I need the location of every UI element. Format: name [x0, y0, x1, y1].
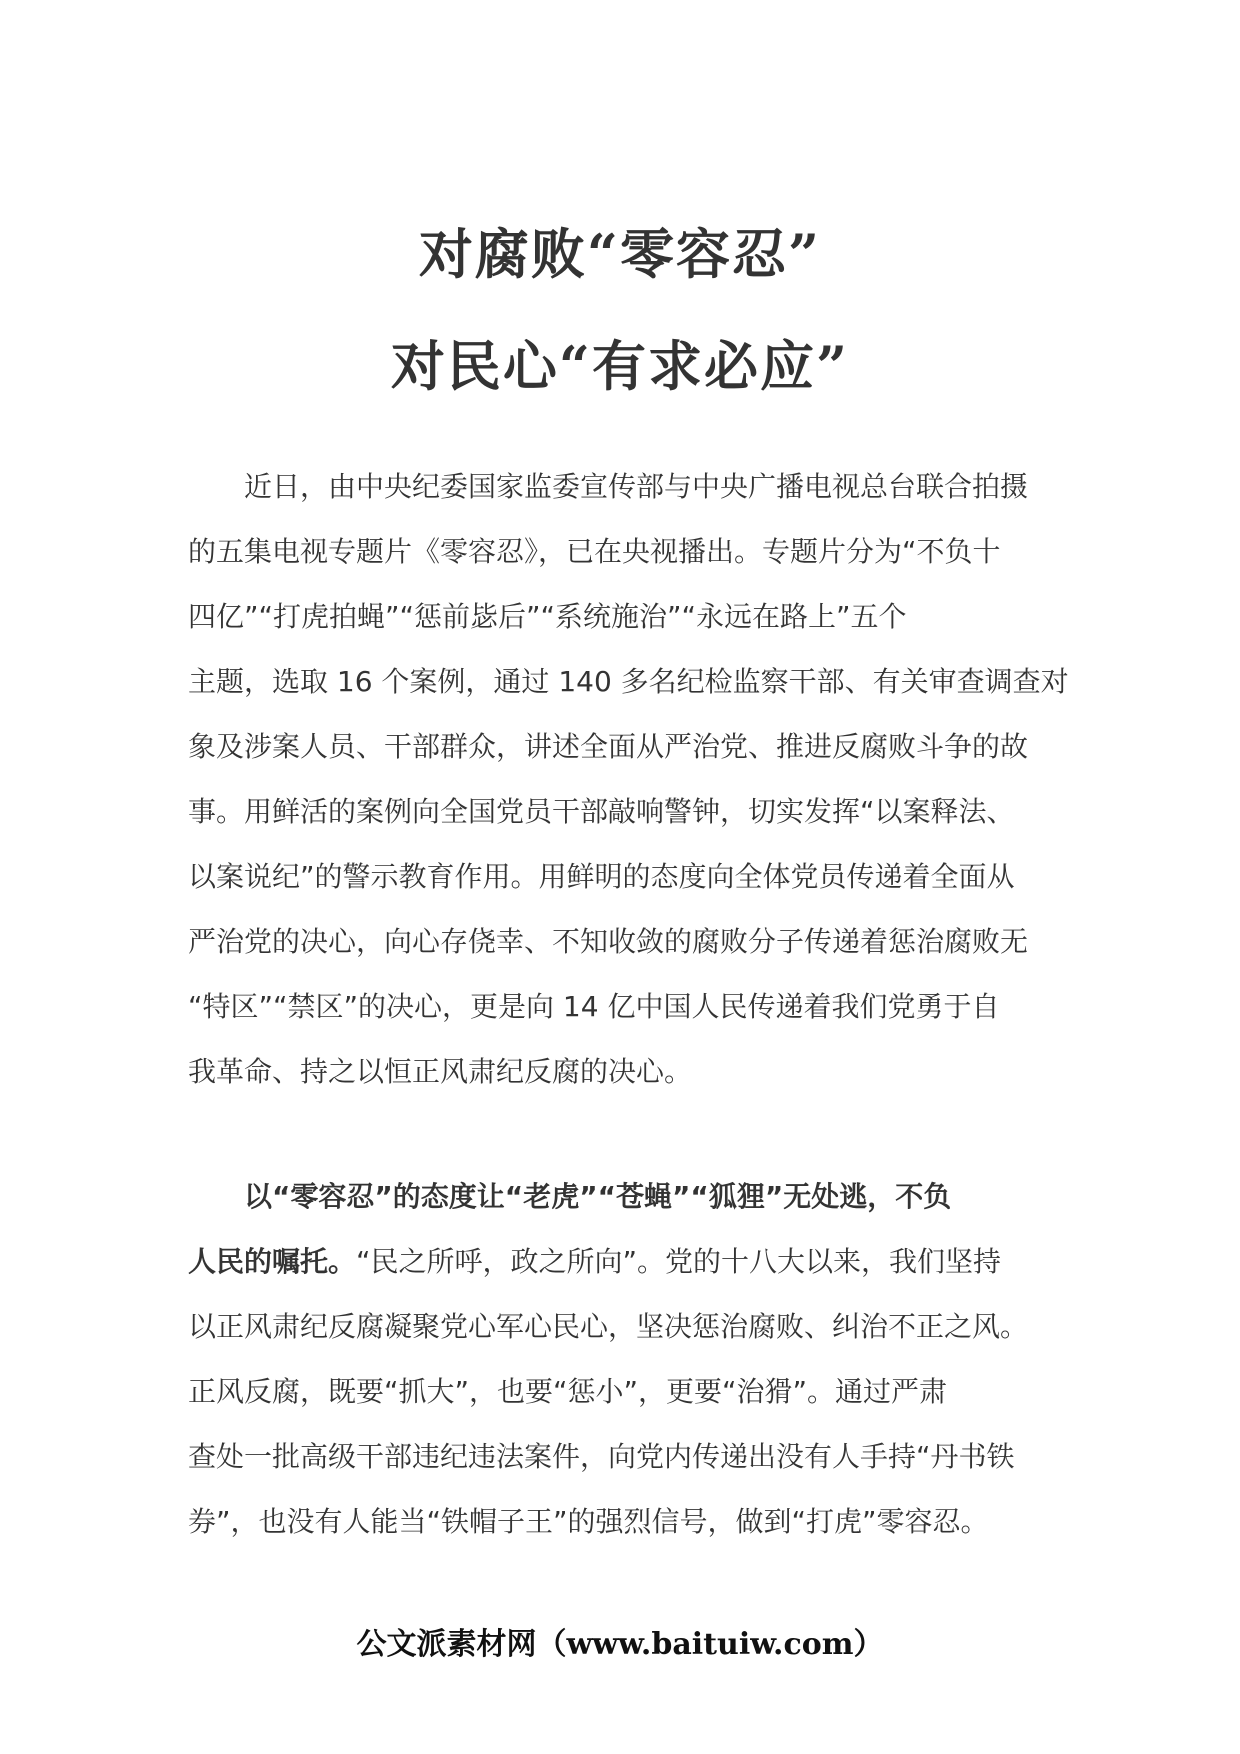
paragraph-line: 查处一批高级干部违纪违法案件，向党内传递出没有人手持“丹书铁 — [188, 1440, 1015, 1473]
paragraph-line: 近日，由中央纪委国家监委宣传部与中央广播电视总台联合拍摄 — [244, 470, 1029, 503]
paragraph-line: 事。用鲜活的案例向全国党员干部敲响警钟，切实发挥“以案释法、 — [188, 795, 1015, 828]
paragraph-line-text: “民之所呼，政之所向”。党的十八大以来，我们坚持 — [356, 1245, 1002, 1278]
paragraph-bold-heading-end: 人民的嘱托。 — [188, 1245, 357, 1278]
paragraph-line: 严治党的决心，向心存侥幸、不知收敛的腐败分子传递着惩治腐败无 — [188, 925, 1029, 958]
paragraph-line: 我革命、持之以恒正风肃纪反腐的决心。 — [188, 1055, 693, 1088]
title-block — [0, 198, 1240, 422]
paragraph-line: 券”，也没有人能当“铁帽子王”的强烈信号，做到“打虎”零容忍。 — [188, 1505, 989, 1538]
paragraph-line: “特区”“禁区”的决心，更是向 14 亿中国人民传递着我们党勇于自 — [188, 990, 1000, 1023]
paragraph-line: 以正风肃纪反腐凝聚党心军心民心，坚决惩治腐败、纠治不正之风。 — [188, 1310, 1029, 1343]
paragraph-line: 正风反腐，既要“抓大”，也要“惩小”，更要“治猾”。通过严肃 — [188, 1375, 948, 1408]
footer-source: 公文派素材网（www.baituiw.com） — [356, 1627, 884, 1662]
paragraph-line: 四亿”“打虎拍蝇”“惩前毖后”“系统施治”“永远在路上”五个 — [188, 600, 907, 633]
paragraph-line: 象及涉案人员、干部群众，讲述全面从严治党、推进反腐败斗争的故 — [188, 730, 1029, 763]
paragraph-bold-heading: 以“零容忍”的态度让“老虎”“苍蝇”“狐狸”无处逃，不负 — [244, 1180, 952, 1213]
title-line-1: 对腐败“零容忍” — [418, 222, 822, 286]
paragraph-1 — [188, 454, 1069, 1104]
paragraph-line: 的五集电视专题片《零容忍》，已在央视播出。专题片分为“不负十 — [188, 535, 1001, 568]
paragraph-2 — [188, 1164, 1056, 1554]
paragraph-line: 以案说纪”的警示教育作用。用鲜明的态度向全体党员传递着全面从 — [188, 860, 1015, 893]
title-line-2: 对民心“有求必应” — [390, 334, 850, 398]
paragraph-line — [188, 1229, 1056, 1294]
paragraph-line: 主题，选取 16 个案例，通过 140 多名纪检监察干部、有关审查调查对 — [188, 665, 1069, 698]
